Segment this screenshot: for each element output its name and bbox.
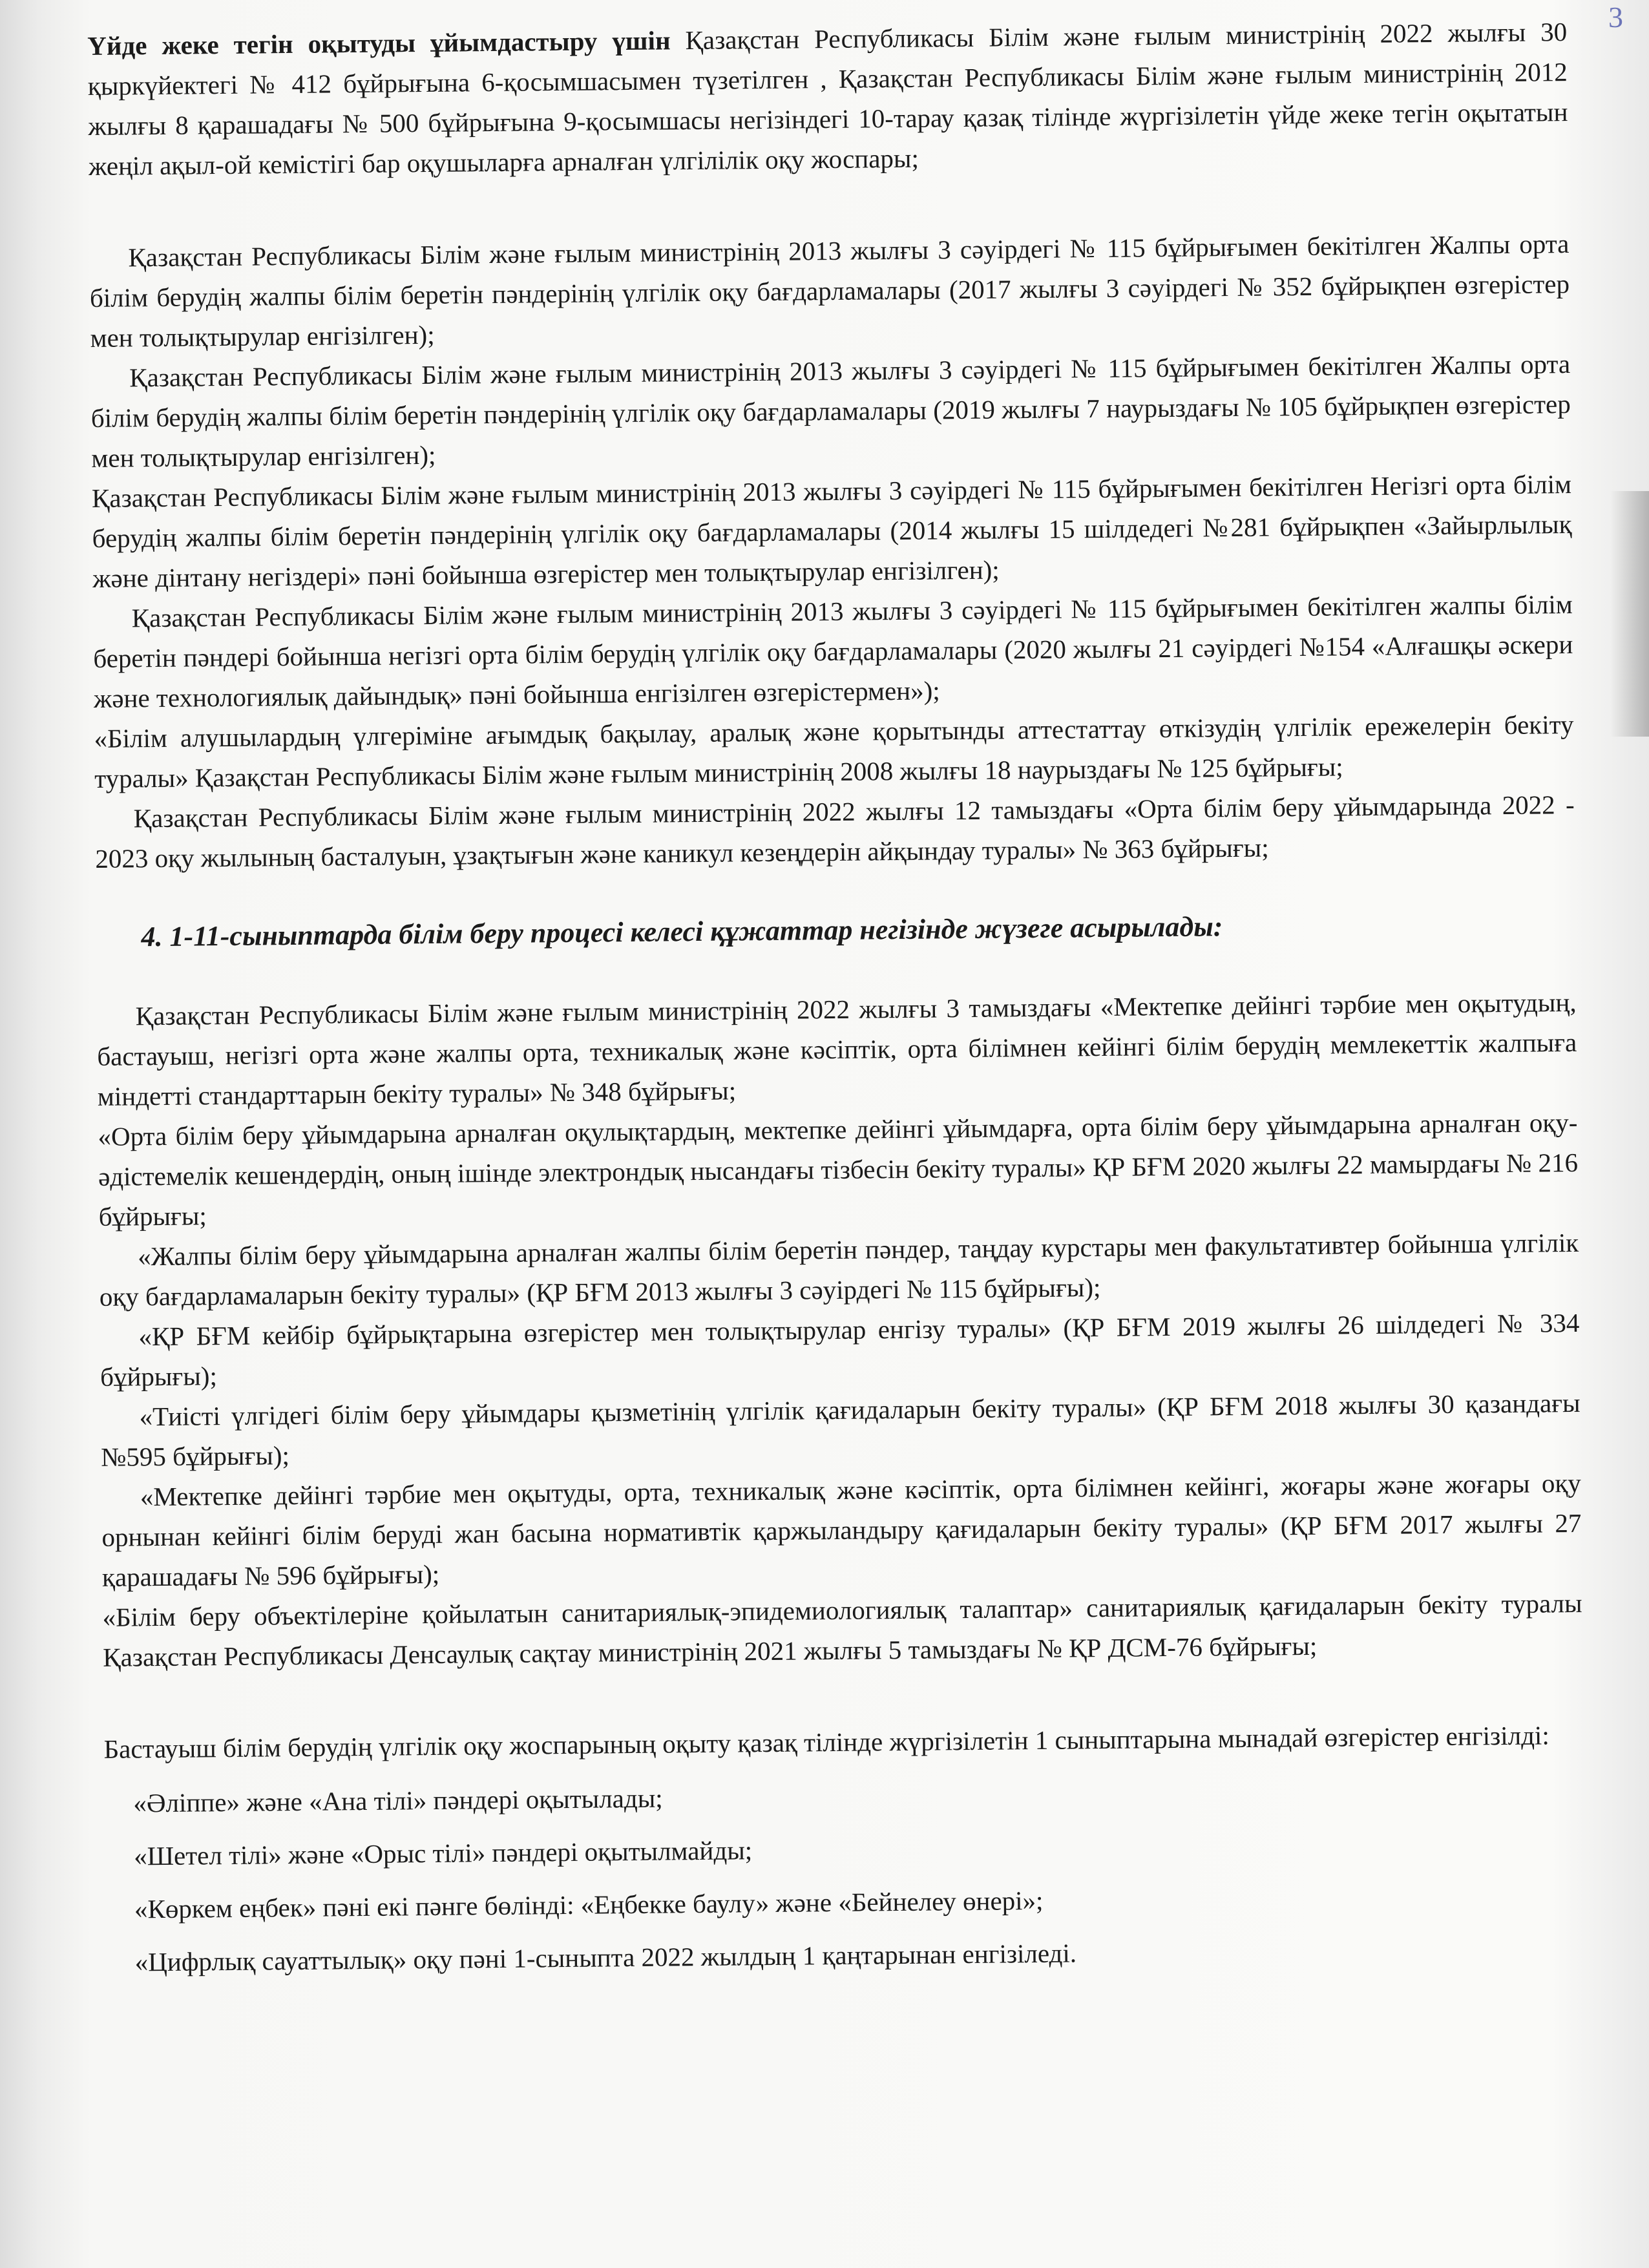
doc-paragraph: «Орта білім беру ұйымдарына арналған оқулықтардың, мектепке дейінгі ұйымдарға, орта білім беру ұйымдарына арналған оқу-әдістемелік кешендердің, оның ішінде электрондық нысандағы тізбесін бекіту туралы» ҚР БҒМ 2020 жылғы 22 мамырдағы № 216 бұйрығы; xyxy=(98,1107,1579,1232)
doc-paragraph: «Білім алушылардың үлгеріміне ағымдық бақылау, аралық және қорытынды аттестаттау өткізудің үлгілік ережелерін бекіту туралы» Қазақстан Республикасы Білім және ғылым министрінің 2008 жылғы 18 наурыздағы № 125 бұйрығы; xyxy=(94,709,1574,793)
doc-paragraph: Қазақстан Республикасы Білім және ғылым министрінің 2013 жылғы 3 сәуірдегі № 115 бұйрығымен бекітілген Жалпы орта білім берудің жалпы білім беретін пәндерінің үлгілік оқу бағдарламалары (2017 жылғы 3 сәуірдегі № 352 бұйрықпен өзгерістер мен толықтырулар енгізілген); xyxy=(89,229,1570,353)
doc-paragraph: «ҚР БҒМ кейбір бұйрықтарына өзгерістер мен толықтырулар енгізу туралы» (ҚР БҒМ 2019 жылғы 26 шілдедегі № 334 бұйрығы); xyxy=(100,1307,1580,1392)
doc-paragraph: Қазақстан Республикасы Білім және ғылым министрінің 2013 жылғы 3 сәуірдегі № 115 бұйрығымен бекітілген Негізгі орта білім берудің жалпы білім беретін пәндерінің үлгілік оқу бағдарламалары (2014 жылғы 15 шілдедегі №281 бұйрықпен «Зайырлылық және дінтану негіздері» пәні бойынша өзгерістер мен толықтырулар енгізілген); xyxy=(91,468,1572,593)
document-body xyxy=(87,12,1586,1995)
doc-paragraph: «Мектепке дейінгі тәрбие мен оқытуды, орта, техникалық және кәсіптік, орта білімнен кейінгі, жоғары және жоғары оқу орнынан кейінгі білім беруді жан басына нормативтік қаржыландыру қағидаларын бекіту туралы» (ҚР БҒМ 2017 жылғы 27 қарашадағы № 596 бұйрығы); xyxy=(101,1467,1582,1592)
changes-intro: Бастауыш білім берудің үлгілік оқу жоспарының оқыту қазақ тілінде жүргізілетін 1 сыныптарына мынадай өзгерістер енгізілді: xyxy=(103,1720,1549,1764)
change-item: «Цифрлық сауаттылық» оқу пәні 1-сыныпта 2022 жылдың 1 қаңтарынан енгізіледі. xyxy=(134,1938,1077,1977)
doc-paragraph: «Тиісті үлгідегі білім беру ұйымдары қызметінің үлгілік қағидаларын бекіту туралы» (ҚР БҒМ 2018 жылғы 30 қазандағы №595 бұйрығы); xyxy=(101,1387,1581,1472)
intro-paragraph xyxy=(87,12,1568,186)
doc-paragraph: Қазақстан Республикасы Білім және ғылым министрінің 2022 жылғы 3 тамыздағы «Мектепке дейінгі тәрбие мен оқытудың, бастауыш, негізгі орта және жалпы орта, техникалық және кәсіптік, орта білімнен кейінгі білім берудің мемлекеттік жалпыға міндетті стандарттарын бекіту туралы» № 348 бұйрығы; xyxy=(97,987,1577,1111)
change-item: «Әліппе» және «Ана тілі» пәндері оқытылады; xyxy=(133,1783,663,1818)
doc-paragraph: Қазақстан Республикасы Білім және ғылым министрінің 2022 жылғы 12 тамыздағы «Орта білім беру ұйымдарында 2022 - 2023 оқу жылының басталуын, ұзақтығын және каникул кезеңдерін айқындау туралы» № 363 бұйрығы; xyxy=(95,789,1575,874)
intro-text: Қазақстан Республикасы Білім және ғылым министрінің 2022 жылғы 30 қыркүйектегі № 412 бұйрығына 6-қосымшасымен түзетілген , Қазақстан Республикасы Білім және ғылым министрінің 2012 жылғы 8 қарашадағы № 500 бұйрығына 9-қосымшасы негізіндегі 10-тарау қазақ тілінде жүргізілетін үйде жеке тегін оқытатын жеңіл ақыл-ой кемістігі бар оқушыларға арналған үлгілілік оқу жоспары; xyxy=(87,17,1568,181)
intro-bold-lead: Үйде жеке тегін оқытуды ұйымдастыру үшін xyxy=(87,25,671,61)
change-item: «Көркем еңбек» пәні екі пәнге бөлінді: «Еңбекке баулу» және «Бейнелеу өнері»; xyxy=(134,1885,1044,1924)
change-item: «Шетел тілі» және «Орыс тілі» пәндері оқытылмайды; xyxy=(133,1835,753,1871)
section-4-heading: 4. 1-11-сыныптарда білім беру процесі келесі құжаттар негізінде жүзеге асырылады: xyxy=(141,910,1223,953)
page-number: 3 xyxy=(1608,1,1623,34)
scan-edge-shadow xyxy=(1610,491,1649,737)
doc-paragraph: Қазақстан Республикасы Білім және ғылым министрінің 2013 жылғы 3 сәуірдегі № 115 бұйрығымен бекітілген Жалпы орта білім берудің жалпы білім беретін пәндерінің үлгілік оқу бағдарламалары (2019 жылғы 7 наурыздағы № 105 бұйрықпен өзгерістер мен толықтырулар енгізілген); xyxy=(90,348,1571,473)
doc-paragraph: «Жалпы білім беру ұйымдарына арналған жалпы білім беретін пәндер, таңдау курстары мен факультативтер бойынша үлгілік оқу бағдарламаларын бекіту туралы» (ҚР БҒМ 2013 жылғы 3 сәуірдегі № 115 бұйрығы); xyxy=(99,1227,1579,1312)
doc-paragraph: «Білім беру объектілеріне қойылатын санитариялық-эпидемиологиялық талаптар» санитариялық қағидаларын бекіту туралы Қазақстан Республикасы Денсаулық сақтау министрінің 2021 жылғы 5 тамыздағы № ҚР ДСМ-76 бұйрығы; xyxy=(102,1588,1582,1672)
doc-paragraph: Қазақстан Республикасы Білім және ғылым министрінің 2013 жылғы 3 сәуірдегі № 115 бұйрығымен бекітілген жалпы білім беретін пәндері бойынша негізгі орта білім берудің үлгілік оқу бағдарламалары (2020 жылғы 21 сәуірдегі №154 «Алғашқы әскери және технологиялық дайындық» пәні бойынша енгізілген өзгерістермен»); xyxy=(93,589,1573,713)
